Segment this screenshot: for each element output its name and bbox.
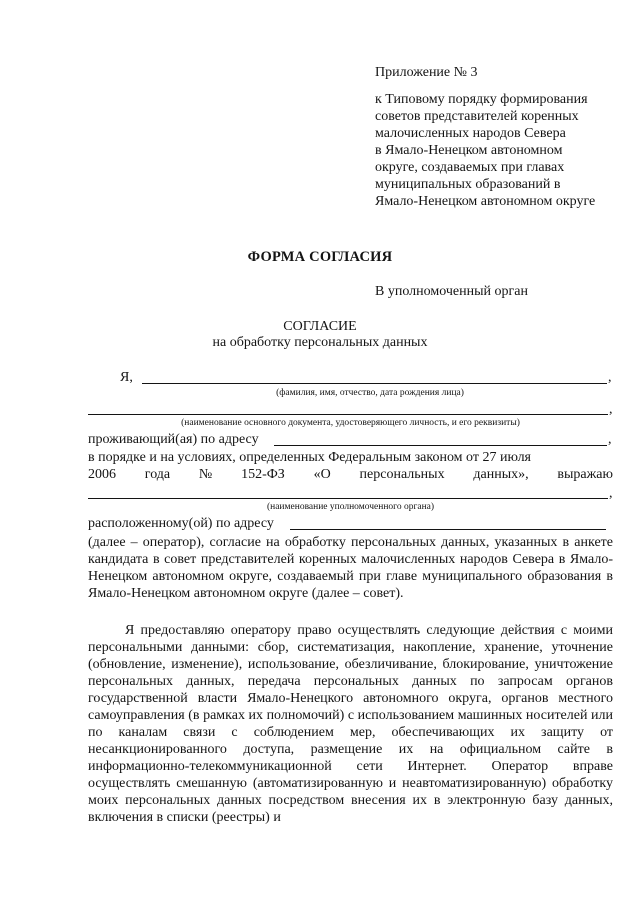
law-line-1 [88, 450, 613, 466]
appendix-note-line: муниципальных образований в [375, 177, 561, 192]
law-word: года [144, 467, 171, 482]
law-word: «О [313, 467, 331, 482]
i-label: Я, [120, 370, 133, 385]
law-word: № [198, 467, 213, 482]
operator-caption: (наименование уполномоченного органа) [266, 502, 435, 512]
form-title: ФОРМА СОГЛАСИЯ [247, 249, 393, 265]
consent-title: СОГЛАСИЕ [283, 319, 357, 334]
identity-document-field[interactable] [88, 404, 608, 415]
comma: , [608, 432, 612, 447]
appendix-block [375, 64, 595, 210]
law-word: данных», [473, 467, 529, 482]
appendix-note-line: в Ямало-Ненецком автономном [375, 143, 563, 158]
law-line-2 [88, 467, 613, 483]
rights-paragraph: Я предоставляю оператору право осуществлять следующие действия с моими персональными данными: сбор, систематизация, накопление, хранение, уточнение (обновление, изменение), использование, обезличивание, блокирование, уничтожение персональных данных, передача персональных данных по запросам органов государственной власти Ямало-Ненецкого автономного округа, органов местного самоуправления (в рамках их полномочий) с использованием машинных носителей или по каналам связи с соблюдением мер, обеспечивающих их защиту от несанкционированного доступа, размещение их на официальном сайте в информационно-телекоммуникационной сети Интернет. Оператор вправе осуществлять смешанную (автоматизированную и неавтоматизированную) обработку моих персональных данных посредством внесения их в электронную базу данных, включения в списки (реестры) и [88, 623, 613, 825]
law-word: выражаю [557, 467, 613, 482]
appendix-note-line: Ямало-Ненецком автономном округе [375, 194, 596, 209]
appendix-number: Приложение № 3 [375, 65, 478, 80]
appendix-note-line: к Типовому порядку формирования [375, 92, 588, 107]
appendix-note-line: советов представителей коренных [375, 109, 579, 124]
name-caption: (фамилия, имя, отчество, дата рождения лица) [276, 388, 464, 398]
appendix-note-line: малочисленных народов Севера [375, 126, 566, 141]
located-label: расположенному(ой) по адресу [88, 516, 274, 531]
operator-definition-paragraph: (далее – оператор), согласие на обработку персональных данных, указанных в анкете кандидата в совет представителей коренных малочисленных народов Севера в Ямало-Ненецком автономном округе, создаваемый при главе муниципального образования в Ямало-Ненецком автономном округе (далее – совет). [88, 535, 613, 601]
residence-address-field[interactable] [274, 435, 607, 446]
law-word: 2006 [88, 467, 116, 482]
full-name-field[interactable] [142, 373, 607, 384]
comma: , [609, 402, 613, 417]
appendix-note [375, 91, 595, 210]
law-word: персональных [359, 467, 445, 482]
operator-name-field[interactable] [88, 488, 608, 499]
consent-subtitle: на обработку персональных данных [212, 335, 428, 350]
operator-address-field[interactable] [290, 519, 606, 530]
addressee: В уполномоченный орган [375, 284, 528, 299]
comma: , [608, 370, 612, 385]
appendix-note-line: округе, создаваемых при главах [375, 160, 565, 175]
law-text: в порядке и на условиях, определенных Федеральным законом от 27 июля [88, 450, 531, 465]
comma: , [609, 486, 613, 501]
residing-label: проживающий(ая) по адресу [88, 432, 259, 447]
document-caption: (наименование основного документа, удостоверяющего личность, и его реквизиты) [181, 418, 520, 428]
law-word: 152-ФЗ [241, 467, 285, 482]
